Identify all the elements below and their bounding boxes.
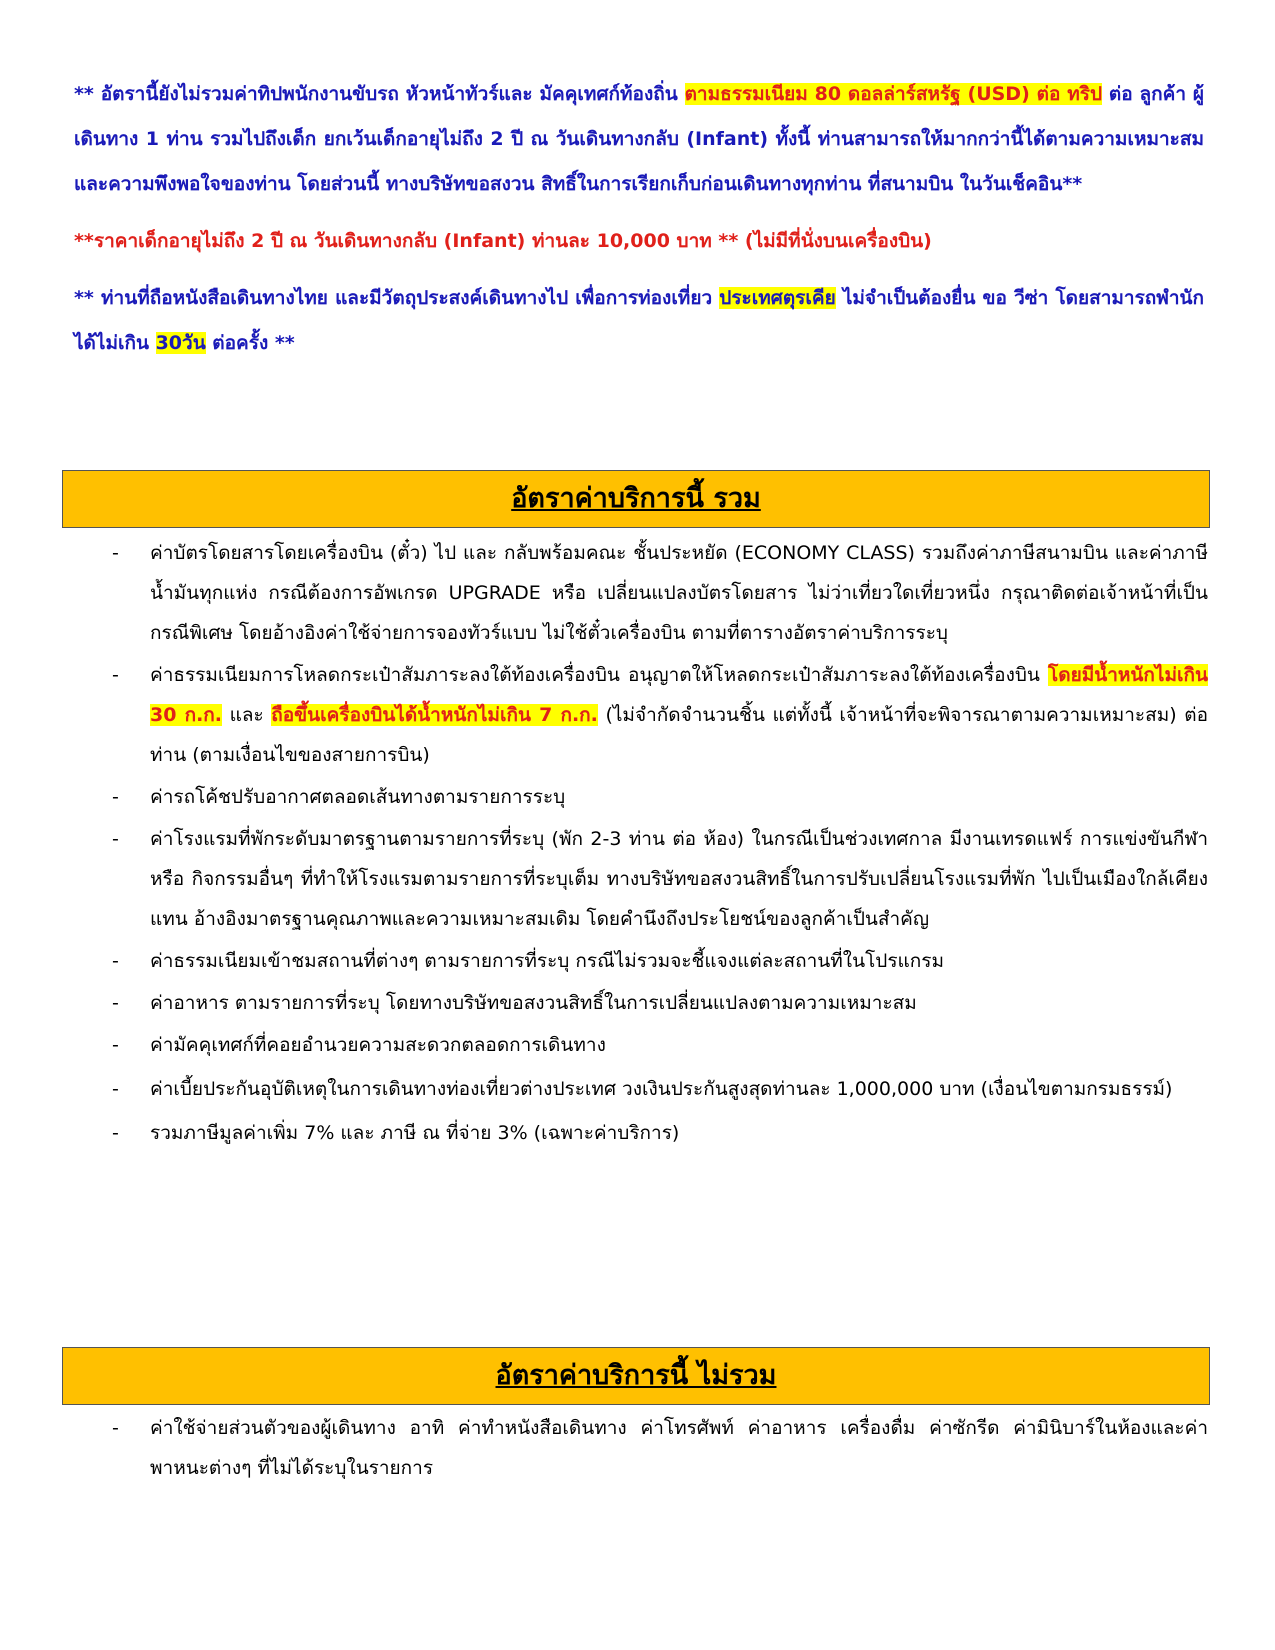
bullet-dash: - — [112, 1417, 119, 1439]
bullet-dash: - — [112, 950, 119, 972]
bullet-dash: - — [112, 1078, 119, 1100]
notes-section — [74, 72, 1204, 378]
list-item-text: ค่าบัตรโดยสารโดยเครื่องบิน (ตั๋ว) ไป และ กลับพร้อมคณะ ชั้นประหยัด (ECONOMY CLASS) รวมถึงค่าภาษีสนามบิน และค่าภาษีน้ำมันทุกแห่ง กรณีต้องการอัพเกรด UPGRADE หรือ เปลี่ยนแปลงบัตรโดยสาร ไม่ว่าเที่ยวใดเที่ยวหนึ่ง กรุณาติดต่อเจ้าหน้าที่เป็นกรณีพิเศษ โดยอ้างอิงค่าใช้จ่ายการจองทัวร์แบบ ไม่ใช้ตั๋วเครื่องบิน ตามที่ตารางอัตราค่าบริการระบุ — [150, 542, 1208, 644]
list-item-text: ค่าธรรมเนียมเข้าชมสถานที่ต่างๆ ตามรายการที่ระบุ กรณีไม่รวมจะชี้แจงแต่ละสถานที่ในโปรแกรม — [150, 950, 945, 972]
excluded-list — [106, 1408, 1208, 1490]
list-item — [106, 1113, 1208, 1153]
list-item-text: ค่ามัคคุเทศก์ที่คอยอำนวยความสะดวกตลอดการเดินทาง — [150, 1034, 606, 1056]
baggage-text-1: ค่าธรรมเนียมการโหลดกระเป๋าสัมภาระลงใต้ท้องเครื่องบิน อนุญาตให้โหลดกระเป๋าสัมภาระลงใต้ท้องเครื่องบิน — [150, 664, 1049, 686]
visa-note-text-3: ต่อครั้ง ** — [205, 332, 295, 354]
baggage-carryon-highlight: ถือขึ้นเครื่องบินได้น้ำหนักไม่เกิน 7 ก.ก. — [271, 704, 598, 726]
list-item-text: ค่าเบี้ยประกันอุบัติเหตุในการเดินทางท่องเที่ยวต่างประเทศ วงเงินประกันสูงสุดท่านละ 1,000,000 บาท (เงื่อนไขตามกรมธรรม์) — [150, 1078, 1173, 1100]
bullet-dash: - — [112, 992, 119, 1014]
list-item — [106, 777, 1208, 817]
baggage-text-2: และ — [222, 704, 272, 726]
list-item — [106, 1408, 1208, 1488]
bullet-dash: - — [112, 1034, 119, 1056]
visa-note-text-2: ไม่จำเป็นต้องยื่น ขอ วีซ่า โดยสามารถพำนักได้ไม่เกิน — [74, 287, 1204, 354]
tip-note-highlight: ตามธรรมเนียม 80 ดอลล่าร์สหรัฐ (USD) ต่อ ทริป — [684, 83, 1103, 105]
bullet-dash: - — [112, 1122, 119, 1144]
list-item-text: รวมภาษีมูลค่าเพิ่ม 7% และ ภาษี ณ ที่จ่าย 3% (เฉพาะค่าบริการ) — [150, 1122, 680, 1144]
list-item — [106, 983, 1208, 1023]
included-list — [106, 533, 1208, 1155]
visa-note-text-1: ** ท่านที่ถือหนังสือเดินทางไทย และมีวัตถุประสงค์เดินทางไป เพื่อการท่องเที่ยว — [74, 287, 720, 309]
list-item — [106, 941, 1208, 981]
bullet-dash: - — [112, 542, 119, 564]
list-item — [106, 819, 1208, 939]
baggage-text-3: (ไม่จำกัดจำนวนชิ้น แต่ทั้งนี้ เจ้าหน้าที่จะพิจารณาตามความเหมาะสม) ต่อท่าน (ตามเงื่อนไขของสายการบิน) — [150, 704, 1208, 766]
list-item-text: ค่ารถโค้ชปรับอากาศตลอดเส้นทางตามรายการระบุ — [150, 786, 566, 808]
list-item-text: ค่าอาหาร ตามรายการที่ระบุ โดยทางบริษัทขอสงวนสิทธิ์ในการเปลี่ยนแปลงตามความเหมาะสม — [150, 992, 917, 1014]
excluded-section-title: อัตราค่าบริการนี้ ไม่รวม — [495, 1360, 777, 1391]
tip-note-text-1: ** อัตรานี้ยังไม่รวมค่าทิปพนักงานขับรถ หัวหน้าทัวร์และ มัคคุเทศก์ท้องถิ่น — [74, 83, 685, 105]
included-section-title: อัตราค่าบริการนี้ รวม — [511, 483, 761, 514]
bullet-dash: - — [112, 828, 119, 850]
tip-note-text-2: ต่อ ลูกค้า ผู้เดินทาง 1 ท่าน รวมไปถึงเด็ก ยกเว้นเด็กอายุไม่ถึง 2 ปี ณ วันเดินทางกลับ (Infant) ทั้งนี้ ท่านสามารถให้มากกว่านี้ได้ตามความเหมาะสมและความพึงพอใจของท่าน โดยส่วนนี้ ทางบริษัทขอสงวน สิทธิ์ในการเรียกเก็บก่อนเดินทางทุกท่าน ที่สนามบิน ในวันเช็คอิน** — [74, 83, 1204, 195]
excluded-section-header — [62, 1347, 1210, 1405]
baggage-checked-highlight: โดยมีน้ำหนักไม่เกิน 30 ก.ก. — [150, 664, 1208, 726]
bullet-dash: - — [112, 786, 119, 808]
list-item-text: ค่าใช้จ่ายส่วนตัวของผู้เดินทาง อาทิ ค่าทำหนังสือเดินทาง ค่าโทรศัพท์ ค่าอาหาร เครื่องดื่ม ค่าซักรีด ค่ามินิบาร์ในห้องและค่าพาหนะต่างๆ ที่ไม่ได้ระบุในรายการ — [150, 1417, 1208, 1479]
visa-note-country-highlight: ประเทศตุรเคีย — [719, 287, 836, 309]
visa-note — [74, 276, 1204, 366]
list-item — [106, 1067, 1208, 1111]
list-item-baggage — [106, 655, 1208, 775]
list-item — [106, 1025, 1208, 1065]
infant-price-note: **ราคาเด็กอายุไม่ถึง 2 ปี ณ วันเดินทางกลับ (Infant) ท่านละ 10,000 บาท ** (ไม่มีที่นั่งบนเครื่องบิน) — [74, 230, 932, 252]
visa-note-days-highlight: 30วัน — [155, 332, 206, 354]
list-item-text: ค่าโรงแรมที่พักระดับมาตรฐานตามรายการที่ระบุ (พัก 2-3 ท่าน ต่อ ห้อง) ในกรณีเป็นช่วงเทศกาล มีงานเทรดแฟร์ การแข่งขันกีฬา หรือ กิจกรรมอื่นๆ ที่ทำให้โรงแรมตามรายการที่ระบุเต็ม ทางบริษัทขอสงวนสิทธิ์ในการปรับเปลี่ยนโรงแรมที่พัก ไปเป็นเมืองใกล้เคียงแทน อ้างอิงมาตรฐานคุณภาพและความเหมาะสมเดิม โดยคำนึงถึงประโยชน์ของลูกค้าเป็นสำคัญ — [150, 828, 1208, 930]
included-section-header — [62, 470, 1210, 528]
bullet-dash: - — [112, 664, 119, 686]
list-item — [106, 533, 1208, 653]
tip-note — [74, 72, 1204, 207]
